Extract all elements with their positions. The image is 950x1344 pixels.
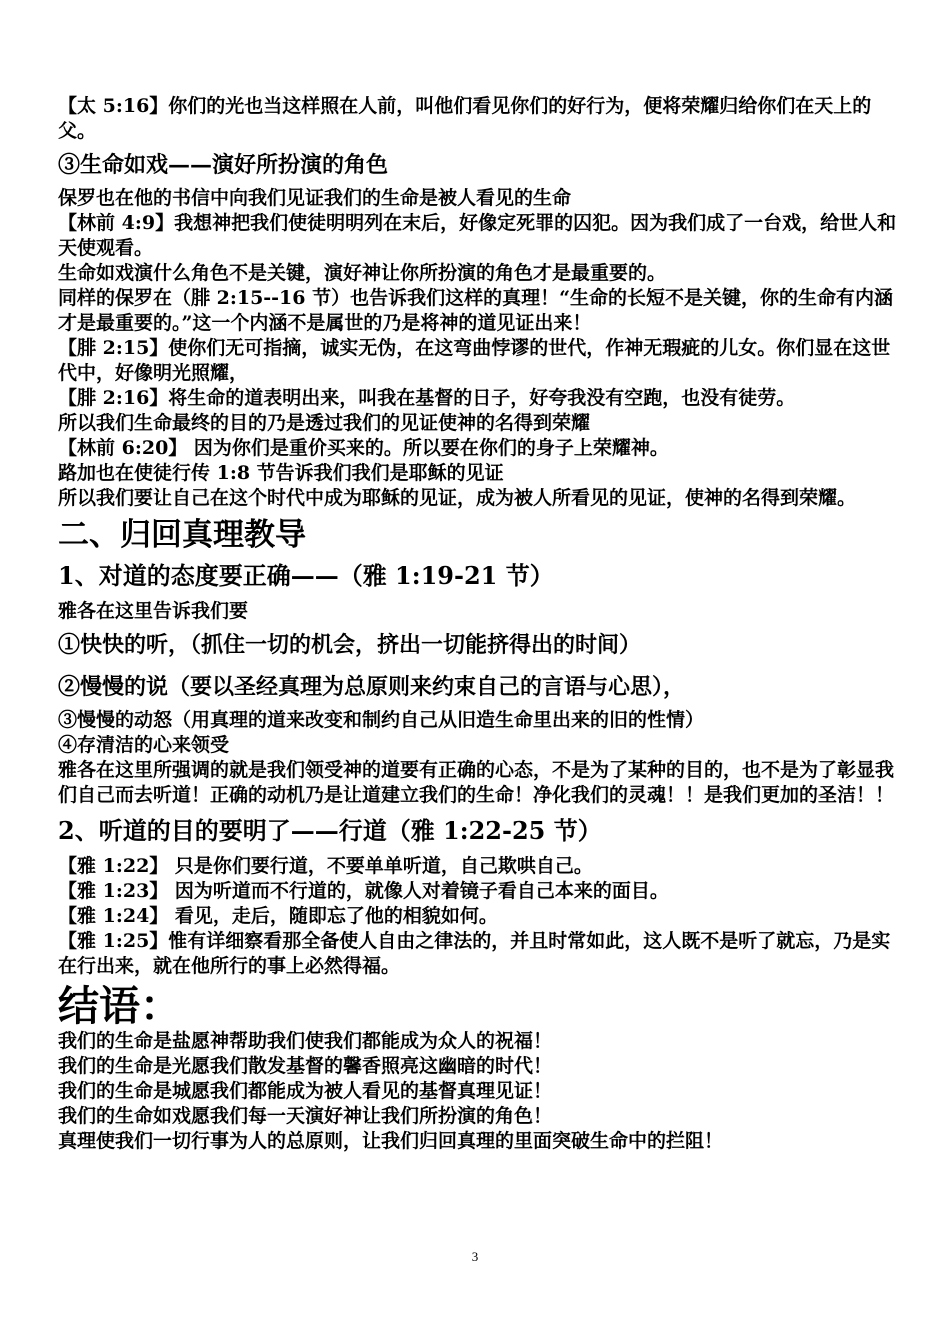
paragraph: 所以我们生命最终的目的乃是透过我们的见证使神的名得到荣耀 [58,412,591,434]
page-number: 3 [471,1249,479,1264]
paragraph: 雅各在这里所强调的就是我们领受神的道要有正确的心态，不是为了某种的目的，也不是为了彰显我们自己而去听道！正确的动机乃是让道建立我们的生命！净化我们的灵魂！！是我们更加的圣洁！！ [58,759,895,806]
verse-james-1-25: 【雅 1:25】惟有详细察看那全备使人自由之律法的，并且时常如此，这人既不是听了就忘，乃是实在行出来，就在他所行的事上必然得福。 [58,930,891,977]
paragraph: 保罗也在他的书信中向我们见证我们的生命是被人看见的生命 [58,187,572,209]
point-3: ③慢慢的动怒（用真理的道来改变和制约自己从旧造生命里出来的旧的性情） [58,709,705,731]
section-heading-2: 二、归回真理教导 [58,517,306,553]
point-3-heading: ③生命如戏——演好所扮演的角色 [58,152,389,178]
verse-1cor-6-20: 【林前 6:20】 因为你们是重价买来的。所以要在你们的身子上荣耀神。 [58,437,669,459]
conclusion-heading: 结语： [58,982,181,1030]
conclusion-line: 我们的生命是光愿我们散发基督的馨香照亮这幽暗的时代！ [58,1055,553,1077]
conclusion-line: 我们的生命是城愿我们都能成为被人看见的基督真理见证！ [58,1080,553,1102]
verse-james-1-23: 【雅 1:23】 因为听道而不行道的，就像人对着镜子看自己本来的面目。 [58,880,669,902]
conclusion-line: 我们的生命如戏愿我们每一天演好神让我们所扮演的角色！ [58,1105,553,1127]
paragraph: 同样的保罗在（腓 2:15--16 节）也告诉我们这样的真理！“生命的长短不是关键，你的生命有内涵才是最重要的。”这一个内涵不是属世的乃是将神的道见证出来！ [58,287,894,334]
conclusion-line: 真理使我们一切行事为人的总原则，让我们归回真理的里面突破生命中的拦阻！ [58,1130,724,1152]
verse-1cor-4-9: 【林前 4:9】我想神把我们使徒明明列在末后，好像定死罪的囚犯。因为我们成了一台戏，给世人和天使观看。 [58,212,897,259]
verse-phil-2-15: 【腓 2:15】使你们无可指摘，诚实无伪，在这弯曲悖谬的世代，作神无瑕疵的儿女。你们显在这世代中，好像明光照耀， [58,337,891,384]
point-2: ②慢慢的说（要以圣经真理为总原则来约束自己的言语与心思）， [58,674,686,700]
verse-james-1-24: 【雅 1:24】 看见，走后，随即忘了他的相貌如何。 [58,905,498,927]
paragraph: 所以我们要让自己在这个时代中成为耶稣的见证，成为被人所看见的见证，使神的名得到荣耀。 [58,487,857,509]
subsection-heading-2: 2、听道的目的要明了——行道（雅 1:22-25 节） [58,816,602,845]
paragraph: 雅各在这里告诉我们要 [58,600,249,622]
subsection-heading-1: 1、对道的态度要正确——（雅 1:19-21 节） [58,561,554,590]
verse-matt-5-16: 【太 5:16】你们的光也当这样照在人前，叫他们看见你们的好行为，便将荣耀归给你们在天上的父。 [58,95,872,142]
verse-phil-2-16: 【腓 2:16】将生命的道表明出来，叫我在基督的日子，好夸我没有空跑，也没有徒劳。 [58,387,796,409]
point-1: ①快快的听，（抓住一切的机会，挤出一切能挤得出的时间） [58,632,642,658]
verse-james-1-22: 【雅 1:22】 只是你们要行道，不要单单听道，自己欺哄自己。 [58,855,593,877]
conclusion-line: 我们的生命是盐愿神帮助我们使我们都能成为众人的祝福！ [58,1030,553,1052]
paragraph: 路加也在使徒行传 1:8 节告诉我们我们是耶稣的见证 [58,462,504,484]
document-body [58,94,908,1154]
paragraph: 生命如戏演什么角色不是关键，演好神让你所扮演的角色才是最重要的。 [58,262,667,284]
point-4: ④存清洁的心来领受 [58,734,230,756]
